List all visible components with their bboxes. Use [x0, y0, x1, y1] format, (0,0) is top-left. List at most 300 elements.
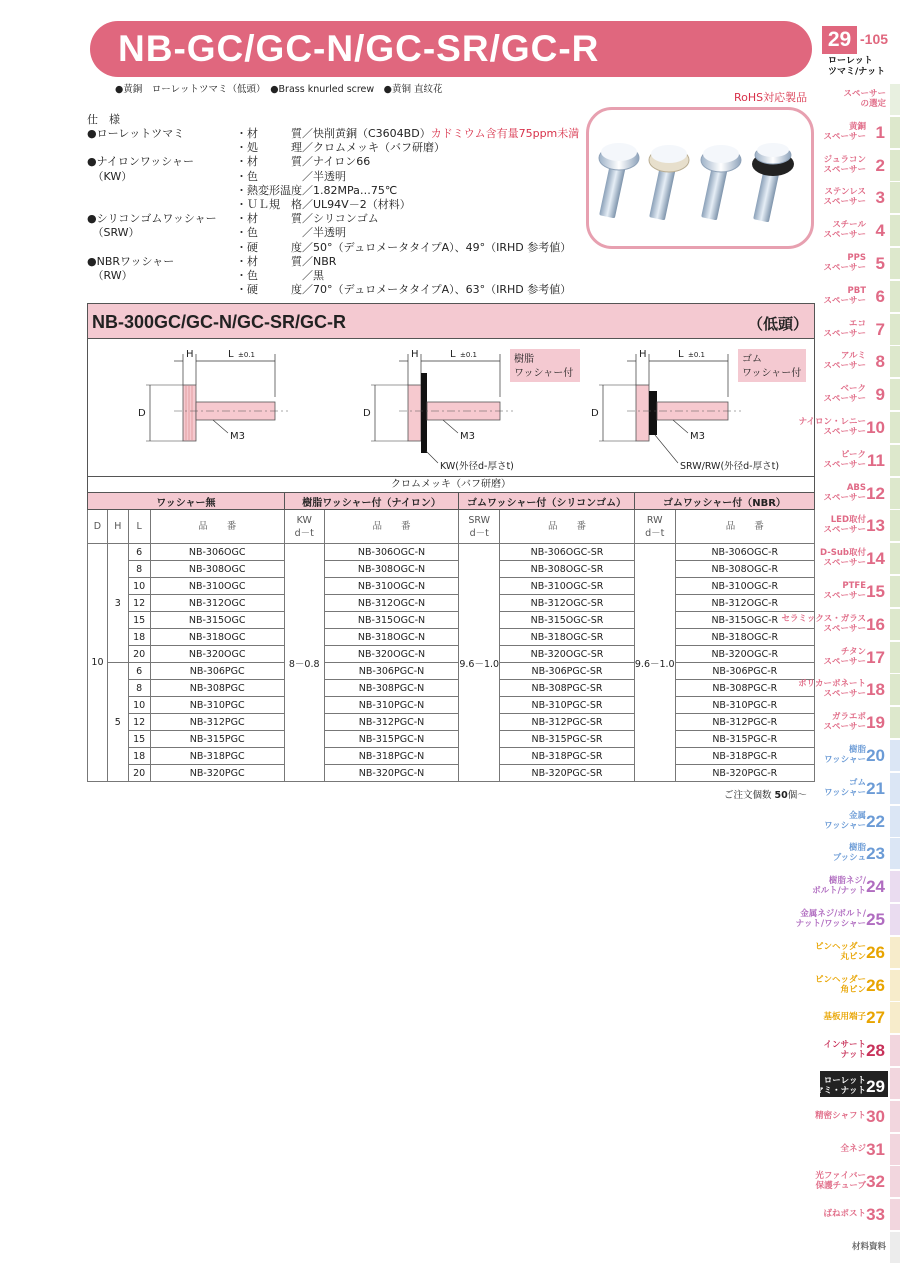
sidebar-item-number: 9 — [875, 385, 885, 405]
cell-part-nylon: NB-306PGC-N — [324, 663, 459, 680]
spec-attribute-text: ・材 質／NBR — [236, 254, 337, 268]
diagram-svg — [88, 339, 814, 475]
spec-attribute-text: ・硬 度／70°（デュロメータタイプA）、63°（IRHD 参考値） — [236, 283, 572, 297]
spec-attribute-text: ・材 質／快削黄銅（C3604BD） — [236, 127, 431, 140]
sidebar-item-number: 29 — [866, 1077, 885, 1096]
sidebar-item-number: 23 — [866, 844, 885, 864]
screw-3 — [701, 145, 741, 220]
cell-part-nbr: NB-308OGC-R — [675, 561, 814, 578]
table-row — [88, 561, 815, 578]
product-photo — [586, 107, 814, 249]
sidebar-color-bar — [890, 379, 900, 410]
sidebar-label-line1: インサート — [823, 1040, 866, 1051]
sidebar-color-bar — [890, 445, 900, 476]
cell-part-nbr: NB-308PGC-R — [675, 680, 814, 697]
sidebar-label-line1: セラミックス・ガラス — [781, 613, 866, 624]
h-label-3: H — [639, 349, 647, 360]
sidebar-item-24[interactable] — [812, 871, 888, 903]
sidebar-label-line1: 金属 — [848, 810, 866, 821]
sidebar-label-line2: スペーサー — [823, 591, 866, 601]
sidebar-color-bar — [890, 773, 900, 804]
sidebar-item-number: 21 — [866, 778, 885, 798]
sidebar-color-bar — [890, 510, 900, 541]
sidebar-item-number: 28 — [866, 1041, 885, 1061]
sidebar-label-line1: PBT — [847, 285, 866, 296]
sidebar-label-line2: スペーサー — [823, 131, 866, 142]
group-header-silicone: ゴムワッシャー付（シリコンゴム） — [459, 493, 635, 510]
sidebar-item-number: 11 — [867, 450, 885, 470]
sidebar-item-misc[interactable] — [820, 1232, 888, 1264]
order-note-prefix: ご注文個数 — [724, 790, 775, 801]
sidebar-item-label — [823, 483, 866, 503]
cell-part-nbr: NB-310PGC-R — [675, 697, 814, 714]
sidebar-color-bar — [890, 609, 900, 640]
cell-part-silicone: NB-318OGC-SR — [500, 629, 635, 646]
cell-part-silicone: NB-315PGC-SR — [500, 731, 635, 748]
cell-part-silicone: NB-306OGC-SR — [500, 544, 635, 561]
spec-attribute-text: ・材 質／シリコンゴム — [236, 212, 379, 226]
sidebar-item-23[interactable] — [820, 838, 888, 870]
sidebar-item-number: 27 — [866, 1008, 885, 1028]
sidebar-item-label — [812, 876, 866, 896]
spec-item: ●ナイロンワッシャー — [87, 155, 195, 169]
sidebar-item-33[interactable] — [820, 1199, 888, 1231]
sidebar-label-line2: スペーサー — [823, 722, 866, 733]
sidebar-item-number: 3 — [875, 188, 885, 208]
sidebar-label-line1: 樹脂ネジ/ — [828, 876, 866, 887]
sidebar-item-12[interactable] — [820, 478, 888, 510]
sidebar-item-15[interactable] — [820, 576, 888, 608]
cell-part-plain: NB-308PGC — [150, 680, 284, 697]
sidebar-label-line2: スペーサー — [823, 197, 866, 208]
sidebar-item-number: 20 — [866, 746, 885, 765]
sidebar-color-bar — [890, 970, 900, 1001]
cell-rw: 9.6－1.0 — [634, 544, 675, 782]
screw-2 — [649, 145, 689, 220]
sidebar-item-8[interactable] — [820, 346, 888, 378]
sidebar-item-label — [823, 187, 866, 207]
sidebar-item-number: 31 — [866, 1139, 885, 1159]
sidebar-item-number: 6 — [875, 286, 885, 306]
sidebar-item-number: 26 — [866, 942, 885, 962]
sidebar-item-2[interactable] — [820, 150, 888, 182]
group-header-nbr: ゴムワッシャー付（NBR） — [634, 493, 814, 510]
cell-l: 10 — [128, 697, 150, 714]
sidebar-item-26[interactable] — [814, 970, 888, 1002]
sidebar-item-label — [815, 975, 866, 995]
cell-l: 8 — [128, 561, 150, 578]
spec-attribute — [236, 241, 571, 255]
sidebar-label-line2: スペーサー — [823, 656, 866, 667]
sidebar-color-bar — [890, 1101, 900, 1132]
col-header-part-silicone: 品 番 — [500, 510, 635, 544]
table-row — [88, 748, 815, 765]
sidebar-label-line2: ナット/ワッシャー — [795, 919, 866, 929]
sidebar-color-bar — [890, 543, 900, 574]
rohs-badge: RoHS対応製品 — [734, 91, 808, 104]
page-title: NB-GC/GC-N/GC-SR/GC-R — [118, 28, 600, 69]
sidebar-color-bar — [890, 1199, 900, 1230]
category-label — [828, 56, 890, 78]
cell-l: 12 — [128, 595, 150, 612]
cell-h: 5 — [107, 663, 128, 782]
sidebar-label-line1: 材料資料 — [851, 1242, 886, 1252]
table-row — [88, 578, 815, 595]
cell-part-nbr: NB-306OGC-R — [675, 544, 814, 561]
sidebar-label-line1: 全ネジ — [840, 1143, 866, 1154]
section-tag: （低頭） — [747, 315, 808, 333]
cell-part-silicone: NB-310PGC-SR — [500, 697, 635, 714]
sidebar-label-line2: スペーサー — [823, 689, 866, 700]
sidebar-item-21[interactable] — [820, 773, 888, 805]
sidebar-label-line1: PTFE — [842, 581, 866, 591]
spec-attribute — [236, 184, 397, 198]
m3-label-3: M3 — [690, 431, 705, 442]
sidebar-item-14[interactable] — [820, 543, 888, 575]
srw-dt-label: d－t — [469, 527, 489, 539]
diagram-resin-washer — [363, 349, 580, 472]
spec-item: （RW） — [87, 269, 133, 282]
sidebar-label-line1: 精密シャフト — [815, 1110, 866, 1121]
sidebar-item-label — [799, 417, 866, 437]
materials-line: ●黄銅 ローレットツマミ（低頭） ●Brass knurled screw ●黄铜 直纹花 — [115, 84, 443, 95]
table-row — [88, 680, 815, 697]
spec-attribute — [236, 269, 324, 283]
sidebar-item-number: 1 — [875, 122, 885, 142]
sidebar-item-number: 22 — [866, 811, 885, 831]
kw-note: KW(外径d-厚さt) — [440, 461, 514, 472]
sidebar-item-label — [807, 1076, 866, 1096]
sidebar-item-label — [823, 286, 866, 306]
sidebar-item-label — [852, 1242, 886, 1252]
sidebar-label-line2: スペーサー — [823, 427, 866, 437]
group-header-plain: ワッシャー無 — [88, 493, 285, 510]
sidebar-item-number: 8 — [875, 352, 885, 372]
sidebar-item-label — [815, 1111, 866, 1121]
spec-attribute — [236, 127, 579, 141]
sidebar-item-9[interactable] — [820, 379, 888, 411]
sidebar-color-bar — [890, 1166, 900, 1197]
cell-part-nbr: NB-312OGC-R — [675, 595, 814, 612]
sidebar-item-number: 7 — [875, 319, 885, 339]
sidebar-item-4[interactable] — [820, 215, 888, 247]
sidebar-label-line2: スペーサー — [823, 492, 866, 503]
sidebar-item-27[interactable] — [820, 1002, 888, 1034]
cell-part-plain: NB-315PGC — [150, 731, 284, 748]
cell-l: 8 — [128, 680, 150, 697]
part-number-table — [87, 492, 815, 782]
cell-part-silicone: NB-315OGC-SR — [500, 612, 635, 629]
col-header-kw — [284, 510, 324, 544]
cell-part-plain: NB-308OGC — [150, 561, 284, 578]
order-note — [724, 787, 807, 801]
sidebar-color-bar — [890, 838, 900, 869]
sidebar-item-label — [824, 745, 866, 765]
cell-part-silicone: NB-320PGC-SR — [500, 765, 635, 782]
cell-part-nylon: NB-308PGC-N — [324, 680, 459, 697]
sidebar-color-bar — [890, 1068, 900, 1099]
cell-part-nbr: NB-320PGC-R — [675, 765, 814, 782]
cell-part-plain: NB-320PGC — [150, 765, 284, 782]
sidebar-item-label — [823, 647, 866, 667]
sidebar-item-label — [796, 909, 866, 929]
sidebar-color-bar — [890, 478, 900, 509]
col-header-part-nbr: 品 番 — [675, 510, 814, 544]
sidebar-color-bar — [890, 871, 900, 902]
spec-item: （KW） — [87, 169, 133, 183]
sidebar-label-line1: ABS — [846, 482, 866, 493]
sidebar-item-10[interactable] — [798, 412, 888, 444]
cell-part-silicone: NB-312OGC-SR — [500, 595, 635, 612]
sidebar-color-bar — [890, 412, 900, 443]
sidebar-color-bar — [890, 314, 900, 345]
sidebar-item-17[interactable] — [820, 642, 888, 674]
sidebar-color-bar — [890, 904, 900, 935]
knurled-screws-image — [589, 110, 811, 246]
spec-item: ●シリコンゴムワッシャー — [87, 212, 217, 226]
l-label-1: L — [228, 349, 234, 360]
spec-item: ●ローレットツマミ — [87, 127, 185, 140]
sidebar-item-13[interactable] — [820, 510, 888, 542]
cell-part-plain: NB-306PGC — [150, 663, 284, 680]
sidebar-item-label — [840, 1144, 866, 1154]
sidebar-label-line2: ブッシュ — [832, 853, 866, 864]
sidebar-item-18[interactable] — [798, 674, 888, 706]
col-header-part-nylon: 品 番 — [324, 510, 459, 544]
sidebar-color-bar — [890, 674, 900, 705]
sidebar-item-label — [833, 843, 866, 863]
cell-part-plain: NB-318OGC — [150, 629, 284, 646]
sidebar-item-number: 30 — [866, 1106, 885, 1126]
table-row — [88, 595, 815, 612]
sidebar-item-3[interactable] — [820, 182, 888, 214]
spec-attribute-text: ・硬 度／50°（デュロメータタイプA）、49°（IRHD 参考値） — [236, 240, 572, 254]
m3-label-1: M3 — [230, 431, 245, 442]
sidebar-item-number: 17 — [866, 647, 885, 667]
spec-item: ●NBRワッシャー — [87, 254, 175, 268]
sidebar-item-label — [823, 712, 866, 732]
sidebar-color-bar — [890, 1232, 900, 1263]
cell-part-nylon: NB-312PGC-N — [324, 714, 459, 731]
d-label-2: D — [363, 408, 371, 419]
col-header-rw — [634, 510, 675, 544]
page-number-badge: 29 — [822, 26, 857, 54]
sidebar-color-bar — [890, 215, 900, 246]
rubber-tag-line2: ワッシャー付 — [742, 368, 802, 379]
col-header-part-plain: 品 番 — [150, 510, 284, 544]
cell-part-nbr: NB-315PGC-R — [675, 731, 814, 748]
cell-part-nbr: NB-312PGC-R — [675, 714, 814, 731]
sidebar-label-line2: ワッシャー — [824, 787, 866, 798]
sidebar-label-line2: ツマミ・ナット — [806, 1086, 866, 1096]
sidebar-item-misc[interactable] — [820, 84, 888, 116]
sidebar-label-line2: スペーサー — [823, 525, 866, 536]
screw-1 — [599, 143, 639, 218]
l-tol-1: ±0.1 — [238, 351, 255, 359]
sidebar-item-25[interactable] — [795, 904, 888, 936]
cell-part-plain: NB-310PGC — [150, 697, 284, 714]
dimension-diagrams — [87, 339, 815, 477]
sidebar-label-line2: 角ピン — [840, 984, 866, 995]
spec-attribute — [236, 141, 445, 155]
spec-attribute-text: ・色 ／黒 — [236, 269, 324, 282]
sidebar-item-20[interactable] — [820, 740, 888, 772]
spec-attribute — [236, 283, 571, 297]
h-label-2: H — [411, 349, 419, 360]
sidebar-item-label — [824, 811, 866, 831]
cell-srw: 9.6－1.0 — [459, 544, 500, 782]
sidebar-item-number: 32 — [866, 1172, 885, 1192]
cell-part-nylon: NB-315OGC-N — [324, 612, 459, 629]
sidebar-color-bar — [890, 281, 900, 312]
cell-l: 12 — [128, 714, 150, 731]
l-label-3: L — [678, 349, 684, 360]
cell-part-plain: NB-312PGC — [150, 714, 284, 731]
sidebar-item-32[interactable] — [815, 1166, 888, 1198]
cell-part-silicone: NB-320OGC-SR — [500, 646, 635, 663]
col-header-l: L — [128, 510, 150, 544]
sidebar-color-bar — [890, 248, 900, 279]
table-row — [88, 544, 815, 561]
sidebar-color-bar — [890, 117, 900, 148]
sidebar-item-label — [820, 548, 866, 568]
sidebar-item-label — [823, 581, 866, 601]
cell-part-nylon: NB-315PGC-N — [324, 731, 459, 748]
resin-tag-line1: 樹脂 — [514, 354, 534, 365]
finish-row: クロムメッキ（バフ研磨） — [87, 476, 815, 493]
d-label-3: D — [591, 408, 599, 419]
sidebar-item-label — [823, 450, 866, 470]
spec-attribute-text: ・色 ／半透明 — [236, 226, 346, 240]
spec-attribute-text: ・ＵＬ規 格／UL94V－2（材料） — [236, 198, 411, 211]
spec-attribute — [236, 170, 346, 184]
spec-attribute — [236, 212, 379, 226]
sidebar-item-30[interactable] — [815, 1101, 888, 1133]
category-label-line1: ローレット — [828, 56, 873, 66]
spec-item: （SRW） — [87, 226, 140, 240]
sidebar-item-label — [798, 679, 866, 699]
screw-4 — [752, 143, 794, 222]
order-note-suffix: 個～ — [787, 790, 807, 801]
sidebar-label-line1: スチール — [832, 220, 866, 231]
resin-tag-line2: ワッシャー付 — [514, 368, 574, 379]
cell-part-silicone: NB-310OGC-SR — [500, 578, 635, 595]
sidebar-item-16[interactable] — [781, 609, 888, 641]
cell-part-silicone: NB-312PGC-SR — [500, 714, 635, 731]
sidebar-label-line1: 光ファイバー — [815, 1171, 866, 1182]
cell-part-silicone: NB-318PGC-SR — [500, 748, 635, 765]
sidebar-label-line2: 丸ピン — [840, 951, 866, 962]
kw-dt-label: d－t — [294, 527, 314, 539]
sidebar-color-bar — [890, 1134, 900, 1165]
sidebar-label-line2: スペーサー — [823, 459, 866, 470]
sidebar-label-line1: 黄銅 — [848, 121, 866, 132]
sidebar-item-11[interactable] — [820, 445, 888, 477]
sidebar-item-6[interactable] — [820, 281, 888, 313]
spec-attribute-note: カドミウム含有量75ppm未満 — [430, 127, 580, 140]
cell-l: 18 — [128, 748, 150, 765]
srw-note: SRW/RW(外径d-厚さt) — [680, 461, 780, 472]
l-tol-3: ±0.1 — [688, 351, 705, 359]
sidebar-item-number: 16 — [866, 614, 885, 634]
spec-attribute — [236, 255, 336, 269]
col-header-d: D — [88, 510, 108, 544]
sidebar-color-bar — [890, 576, 900, 607]
sidebar-color-bar — [890, 346, 900, 377]
sidebar-item-22[interactable] — [820, 806, 888, 838]
sidebar-label-line2: スペーサー — [823, 164, 866, 175]
table-row — [88, 629, 815, 646]
sidebar-color-bar — [890, 937, 900, 968]
sidebar-label-line1: ナイロン・レニー — [798, 417, 866, 427]
cell-part-nbr: NB-315OGC-R — [675, 612, 814, 629]
sidebar-item-number: 18 — [866, 680, 885, 700]
cell-part-nbr: NB-318OGC-R — [675, 629, 814, 646]
sidebar-item-label — [823, 155, 866, 175]
cell-part-nylon: NB-310PGC-N — [324, 697, 459, 714]
sidebar-color-bar — [890, 1035, 900, 1066]
sidebar-item-5[interactable] — [820, 248, 888, 280]
cell-part-nylon: NB-320PGC-N — [324, 765, 459, 782]
sidebar-item-number: 33 — [866, 1205, 885, 1225]
sidebar-item-label — [823, 1209, 866, 1219]
sidebar-item-31[interactable] — [820, 1134, 888, 1166]
sidebar-item-label — [823, 384, 866, 404]
sidebar-label-line1: LED取付 — [830, 515, 866, 526]
cell-part-plain: NB-318PGC — [150, 748, 284, 765]
diagram-rubber-washer — [591, 349, 806, 472]
cell-l: 6 — [128, 544, 150, 561]
sidebar-item-label — [823, 253, 866, 273]
cell-l: 20 — [128, 765, 150, 782]
sidebar-label-line1: ガラエポ — [831, 712, 866, 723]
sidebar-item-19[interactable] — [820, 707, 888, 739]
spec-attribute — [236, 226, 346, 240]
cell-part-nbr: NB-318PGC-R — [675, 748, 814, 765]
sidebar-item-label — [823, 319, 866, 339]
sidebar-item-7[interactable] — [820, 314, 888, 346]
sidebar-item-label — [815, 1171, 866, 1191]
spec-heading: 仕 様 — [87, 113, 120, 126]
spec-attribute-text: ・材 質／ナイロン66 — [236, 155, 371, 169]
sidebar-label-line1: D-Sub取付 — [820, 548, 866, 559]
sidebar-label-line2: ナット — [840, 1050, 866, 1061]
sidebar-item-number: 26 — [866, 975, 885, 995]
category-label-line2: ツマミ/ナット — [828, 67, 886, 77]
table-row — [88, 612, 815, 629]
sidebar-color-bar — [890, 84, 900, 115]
sidebar-item-label — [823, 351, 866, 371]
sidebar-item-29[interactable] — [806, 1071, 888, 1097]
sidebar-item-label — [782, 614, 867, 634]
sidebar-item-28[interactable] — [820, 1035, 888, 1067]
sidebar-item-number: 15 — [866, 582, 885, 601]
sidebar-item-26[interactable] — [814, 937, 888, 969]
rw-dt-label: d－t — [645, 527, 665, 539]
sidebar-item-label — [823, 122, 866, 142]
sidebar-color-bar — [890, 707, 900, 738]
section-title: NB-300GC/GC-N/GC-SR/GC-R — [92, 312, 347, 332]
m3-label-2: M3 — [460, 431, 475, 442]
col-header-h: H — [107, 510, 128, 544]
cell-part-nbr: NB-310OGC-R — [675, 578, 814, 595]
spec-attribute-text: ・熱変形温度／1.82MPa…75℃ — [236, 183, 398, 197]
cell-part-plain: NB-310OGC — [150, 578, 284, 595]
sidebar-item-label — [843, 89, 886, 109]
sidebar-label-line1: ローレット — [823, 1076, 866, 1086]
sidebar-label-line2: の選定 — [860, 99, 886, 109]
sidebar-item-1[interactable] — [820, 117, 888, 149]
